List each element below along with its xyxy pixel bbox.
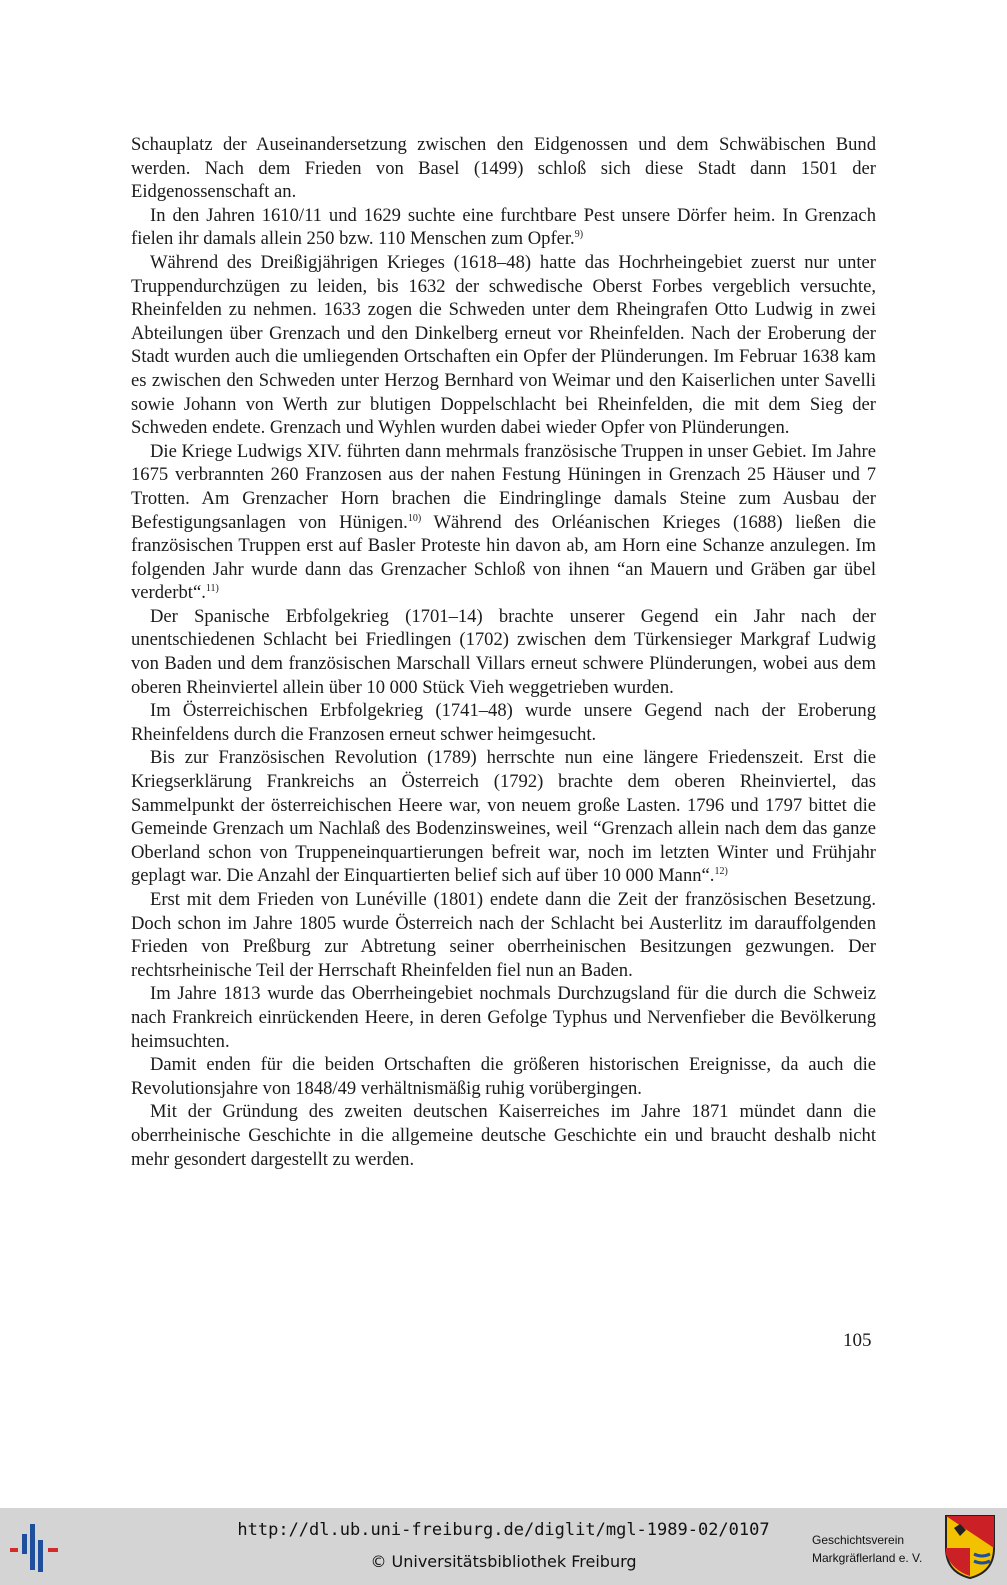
paragraph	[131, 440, 876, 605]
paragraph-text: Damit enden für die beiden Ortschaften die größeren historischen Ereignisse, da auch die Revolutionsjahre von 1848/49 verhältnismäßig ruhig vorübergingen.	[131, 1054, 876, 1099]
footnote-reference: 10)	[407, 512, 422, 524]
markgraeflerland-coat-of-arms-icon	[944, 1514, 996, 1580]
page-number: 105	[843, 1330, 872, 1351]
paragraph-text: Bis zur Französischen Revolution (1789) herrschte nun eine längere Friedenszeit. Erst die Kriegserklärung Frankreichs an Österreich (1792) brachte dem oberen Rheinviertel, das Sammelpunkt der österreichischen Heere war, von neuem große Lasten. 1796 und 1797 bittet die Gemeinde Grenzach um Nachlaß des Bodenzinsweines, weil “Grenzach allein nach dem das ganze Oberland schon von Truppeneinquartierungen befreit war, noch im letzten Winter und Frühjahr geplagt war. Die Anzahl der Einquartierten belief sich auf über 10 000 Mann“.	[131, 747, 876, 887]
paragraph	[131, 1100, 876, 1171]
footnote-reference: 12)	[714, 866, 728, 878]
paragraph	[131, 251, 876, 440]
paragraph-text: Während des Dreißigjährigen Krieges (1618–48) hatte das Hochrheingebiet zuerst nur unter Truppendurchzügen zu leiden, bis 1632 der schwedische Oberst Forbes vergeblich versuchte, Rheinfelden zu nehmen. 1633 zogen die Schweden unter dem Rheingrafen Otto Ludwig in zwei Abteilungen über Grenzach und den Dinkelberg erneut vor Rheinfelden. Nach der Eroberung der Stadt wurden auch die umliegenden Ortschaften ein Opfer der Plünderungen. Im Februar 1638 kam es zwischen den Schweden unter Herzog Bernhard von Weimar und den Kaiserlichen unter Savelli sowie Johann von Werth zur blutigen Doppelschlacht bei Rheinfelden, die mit dem Sieg der Schweden endete. Grenzach und Wyhlen wurden dabei wieder Opfer von Plünderungen.	[131, 251, 876, 439]
document-url[interactable]: http://dl.ub.uni-freiburg.de/diglit/mgl-1989-02/0107	[237, 1520, 770, 1540]
paragraph	[131, 746, 876, 888]
paragraph-text: In den Jahren 1610/11 und 1629 suchte eine furchtbare Pest unsere Dörfer heim. In Grenzach fielen ihr damals allein 250 bzw. 110 Menschen zum Opfer.	[131, 204, 876, 250]
paragraph-text: Mit der Gründung des zweiten deutschen Kaiserreiches im Jahre 1871 mündet dann die oberrheinische Geschichte in die allgemeine deutsche Geschichte ein und braucht deshalb nicht mehr gesondert dargestellt zu werden.	[131, 1101, 876, 1170]
paragraph-text: Während des Orléanischen Krieges (1688) ließen die französischen Truppen erst auf Basler Proteste hin davon ab, am Horn eine Schanze anzulegen. Im folgenden Jahr wurde dann das Grenzacher Schloß von ihnen “an Mauern und Gräben gar übel verderbt“.	[131, 511, 876, 604]
footnote-reference: 9)	[574, 229, 584, 241]
paragraph-text: Der Spanische Erbfolgekrieg (1701–14) brachte unserer Gegend ein Jahr nach der unentschiedenen Schlacht bei Friedlingen (1702) zwischen dem Türkensieger Markgraf Ludwig von Baden und dem französischen Marschall Villars erneut schwere Plünderungen, wobei aus dem oberen Rheinviertel allein über 10 000 Stück Vieh weggetrieben wurden.	[131, 605, 876, 698]
viewer-footer	[0, 1508, 1007, 1585]
paragraph	[131, 1053, 876, 1100]
society-name-line1: Geschichtsverein	[812, 1533, 905, 1547]
paragraph-text: Schauplatz der Auseinandersetzung zwischen den Eidgenossen und dem Schwäbischen Bund werden. Nach dem Frieden von Basel (1499) schloß sich diese Stadt dann 1501 der Eidgenossenschaft an.	[131, 134, 876, 203]
paragraph	[131, 888, 876, 982]
footnote-reference: 11)	[205, 583, 219, 595]
paragraph-text: Die Kriege Ludwigs XIV. führten dann mehrmals französische Truppen in unser Gebiet. Im Jahre 1675 verbrannten 260 Franzosen aus der nahen Festung Hüningen in Grenzach 25 Häuser und 7 Trotten. Am Grenzacher Horn brachen die Eindringlinge damals Steine zum Ausbau der Befestigungsanlagen von Hünigen.	[131, 440, 876, 533]
paragraph	[131, 982, 876, 1053]
body-text	[131, 133, 876, 1171]
paragraph-text: Im Österreichischen Erbfolgekrieg (1741–48) wurde unsere Gegend nach der Eroberung Rheinfeldens durch die Franzosen erneut schwer heimgesucht.	[131, 700, 876, 745]
paragraph	[131, 699, 876, 746]
paragraph	[131, 204, 876, 251]
copyright-notice: © Universitätsbibliothek Freiburg	[370, 1552, 637, 1571]
society-name-line2: Markgräflerland e. V.	[812, 1551, 923, 1565]
paragraph	[131, 605, 876, 699]
paragraph	[131, 133, 876, 204]
paragraph-text: Erst mit dem Frieden von Lunéville (1801) endete dann die Zeit der französischen Besetzung. Doch schon im Jahre 1805 wurde Österreich nach der Schlacht bei Austerlitz im darauffolgenden Frieden von Preßburg zur Abtretung seiner oberrheinischen Besitzungen gezwungen. Der rechtsrheinische Teil der Herrschaft Rheinfelden fiel nun an Baden.	[131, 889, 876, 981]
paragraph-text: Im Jahre 1813 wurde das Oberrheingebiet nochmals Durchzugsland für die durch die Schweiz nach Frankreich einrückenden Heere, in deren Gefolge Typhus und Nervenfieber die Bevölkerung heimsuchten.	[131, 983, 876, 1052]
society-name	[812, 1531, 940, 1567]
